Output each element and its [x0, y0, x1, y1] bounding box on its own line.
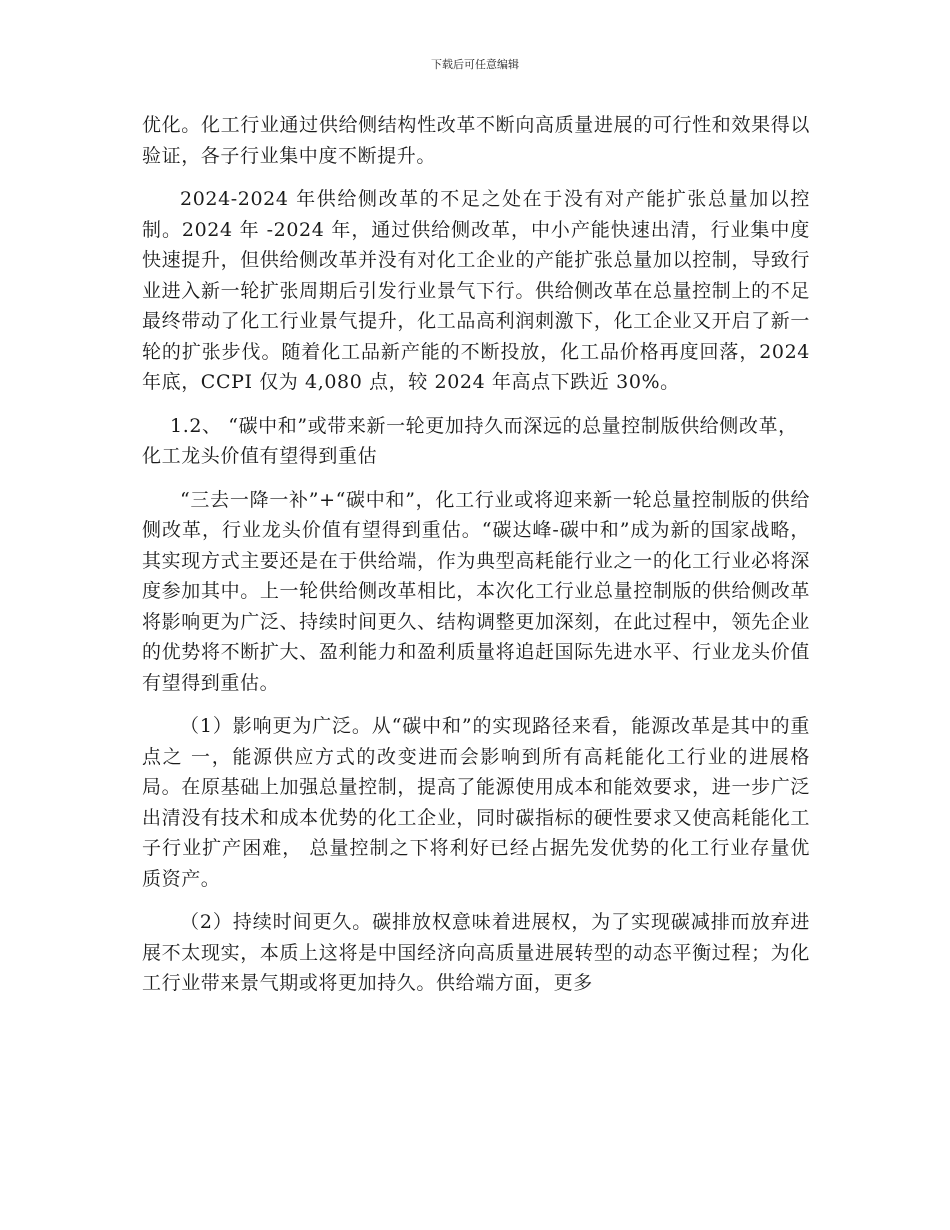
- paragraph-supply-side-reform-shortfall: 2024-2024 年供给侧改革的不足之处在于没有对产能扩张总量加以控制。2024 年 -2024 年，通过供给侧改革，中小产能快速出清，行业集中度快速提升，但供给侧改革并没有对化工企业的产能扩张总量加以控制，导致行业进入新一轮扩张周期后引发行业景气下行。供给侧改革在总量控制上的不足最终带动了化工行业景气提升，化工品高利润刺激下，化工企业又开启了新一轮的扩张步伐。随着化工品新产能的不断投放，化工品价格再度回落，2024 年底，CCPI 仅为 4,080 点，较 2024 年高点下跌近 30%。: [142, 188, 810, 393]
- page-header: 下载后可任意编辑: [431, 58, 519, 71]
- section-heading-1-2: 1.2、 “碳中和”或带来新一轮更加持久而深远的总量控制版供给侧改革， 化工龙头价值有望得到重估: [142, 414, 798, 467]
- paragraph-continuation: 优化。化工行业通过供给侧结构性改革不断向高质量进展的可行性和效果得以验证，各子行业集中度不断提升。: [142, 114, 810, 167]
- paragraph-carbon-neutral-reform: “三去一降一补”+“碳中和”，化工行业或将迎来新一轮总量控制版的供给侧改革，行业龙头价值有望得到重估。“碳达峰-碳中和”成为新的国家战略，其实现方式主要还是在于供给端，作为典型高耗能行业之一的化工行业必将深度参加其中。上一轮供给侧改革相比，本次化工行业总量控制版的供给侧改革将影响更为广泛、持续时间更久、结构调整更加深刻，在此过程中，领先企业的优势将不断扩大、盈利能力和盈利质量将追赶国际先进水平、行业龙头价值有望得到重估。: [142, 488, 810, 694]
- paragraph-longer-duration: （2）持续时间更久。碳排放权意味着进展权，为了实现碳减排而放弃进展不太现实，本质上这将是中国经济向高质量进展转型的动态平衡过程；为化工行业带来景气期或将更加持久。供给端方面，更多: [142, 911, 810, 994]
- document-body: [142, 110, 810, 1012]
- paragraph-broader-impact: （1）影响更为广泛。从“碳中和”的实现路径来看，能源改革是其中的重点之 一，能源供应方式的改变进而会影响到所有高耗能化工行业的进展格局。在原基础上加强总量控制，提高了能源使用成本和能效要求，进一步广泛出清没有技术和成本优势的化工企业，同时碳指标的硬性要求又使高耗能化工子行业扩产困难， 总量控制之下将利好已经占据先发优势的化工行业存量优质资产。: [142, 715, 810, 890]
